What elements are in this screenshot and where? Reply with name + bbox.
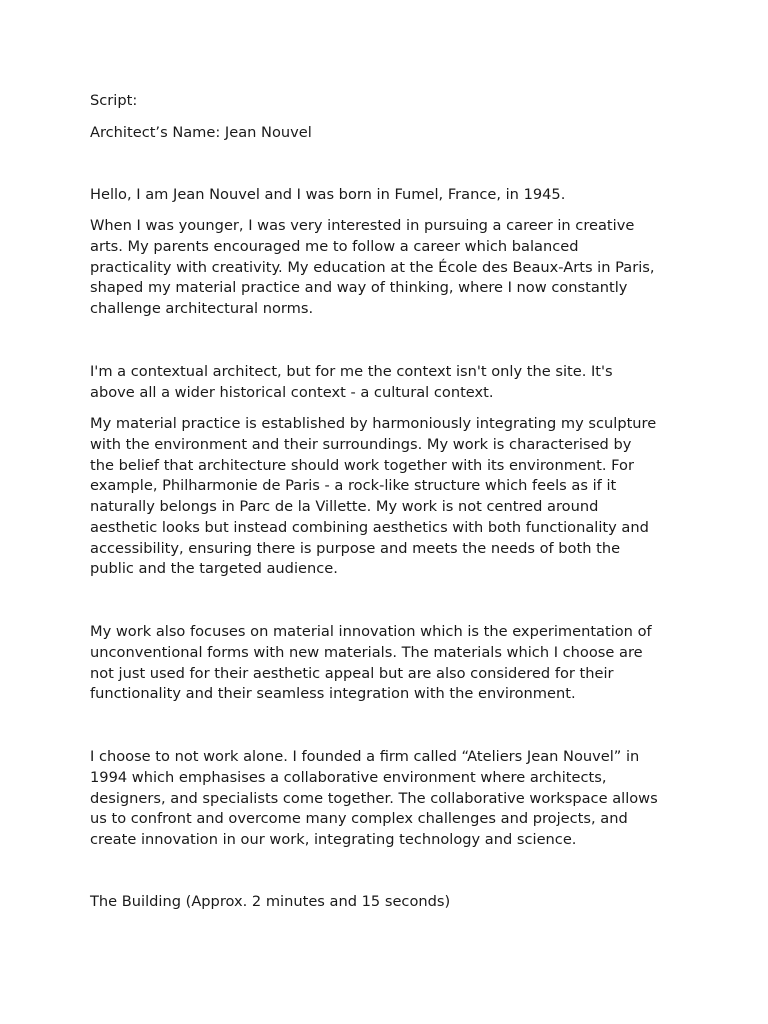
script-label: Script: (90, 92, 138, 109)
building-heading: The Building (Approx. 2 minutes and 15 seconds) (90, 893, 451, 910)
intro-paragraph: Hello, I am Jean Nouvel and I was born in Fumel, France, in 1945. (90, 186, 566, 203)
architect-name-line: Architect’s Name: Jean Nouvel (90, 124, 312, 141)
material-innovation-paragraph: My work also focuses on material innovation which is the experimentation of unconventional forms with new materials. The materials which I choose are not just used for their aesthetic appeal but are also considered for their functionality and their seamless integration with the environment. (90, 623, 652, 703)
material-practice-paragraph: My material practice is established by harmoniously integrating my sculpture with the environment and their surroundings. My work is characterised by the belief that architecture should work together with its environment. For example, Philharmonie de Paris - a rock-like structure which feels as if it naturally belongs in Parc de la Villette. My work is not centred around aesthetic looks but instead combining aesthetics with both functionality and accessibility, ensuring there is purpose and meets the needs of both the public and the targeted audience. (90, 415, 657, 578)
contextual-paragraph: I'm a contextual architect, but for me the context isn't only the site. It's above all a wider historical context - a cultural context. (90, 363, 613, 401)
collaboration-paragraph: I choose to not work alone. I founded a firm called “Ateliers Jean Nouvel” in 1994 which emphasises a collaborative environment where architects, designers, and specialists come together. The collaborative workspace allows us to confront and overcome many complex challenges and projects, and create innovation in our work, integrating technology and science. (90, 748, 658, 848)
education-paragraph: When I was younger, I was very interested in pursuing a career in creative arts. My parents encouraged me to follow a career which balanced practicality with creativity. My education at the École des Beaux-Arts in Paris, shaped my material practice and way of thinking, where I now constantly challenge architectural norms. (90, 217, 655, 317)
